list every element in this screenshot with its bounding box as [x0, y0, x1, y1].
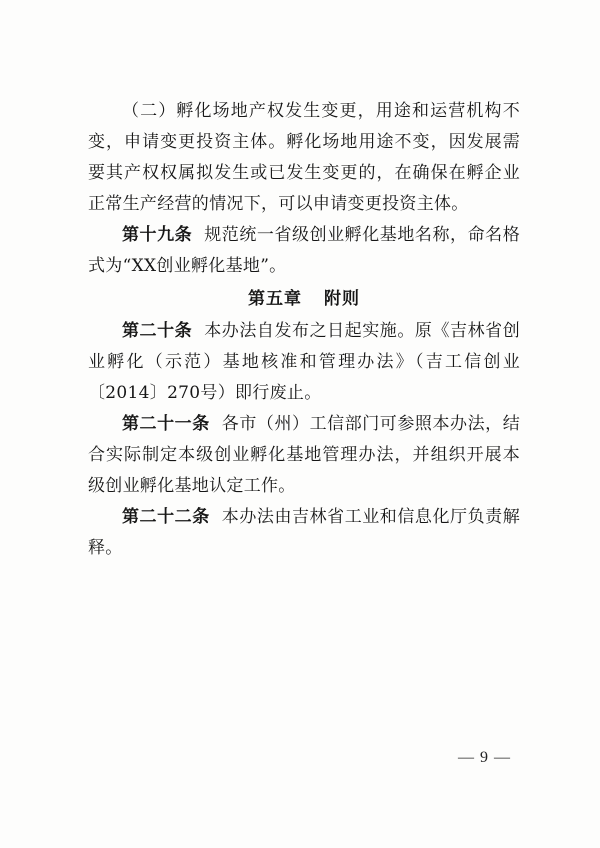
chapter-heading — [88, 284, 520, 315]
article-20 — [88, 316, 520, 409]
article-heading: 第二十一条 — [122, 414, 210, 434]
paragraph-text: （二）孵化场地产权发生变更，用途和运营机构不变，申请变更投资主体。孵化场地用途不变，因发展需要其产权权属拟发生或已发生变更的，在确保在孵企业正常生产经营的情况下，可以申请变更投资主体。 — [88, 101, 520, 214]
page-number: — 9 — — [458, 749, 511, 766]
article-text: 本办法自发布之日起实施。原《吉林省创业孵化（示范）基地核准和管理办法》（吉工信创业〔2014〕270号）即行废止。 — [88, 321, 520, 403]
article-text: 各市（州）工信部门可参照本办法，结合实际制定本级创业孵化基地管理办法，并组织开展本级创业孵化基地认定工作。 — [88, 414, 521, 496]
document-body — [88, 96, 520, 564]
article-19 — [88, 220, 520, 282]
chapter-number: 第五章 — [248, 289, 302, 309]
article-text: 本办法由吉林省工业和信息化厅负责解释。 — [88, 507, 521, 558]
chapter-title: 附则 — [324, 289, 360, 309]
article-heading: 第十九条 — [122, 225, 193, 245]
article-22 — [88, 502, 520, 564]
article-heading: 第二十二条 — [122, 507, 210, 527]
article-heading: 第二十条 — [122, 321, 193, 341]
paragraph-property-change — [88, 96, 520, 220]
article-21 — [88, 409, 520, 502]
article-text: 规范统一省级创业孵化基地名称，命名格式为“XX创业孵化基地”。 — [88, 225, 520, 276]
